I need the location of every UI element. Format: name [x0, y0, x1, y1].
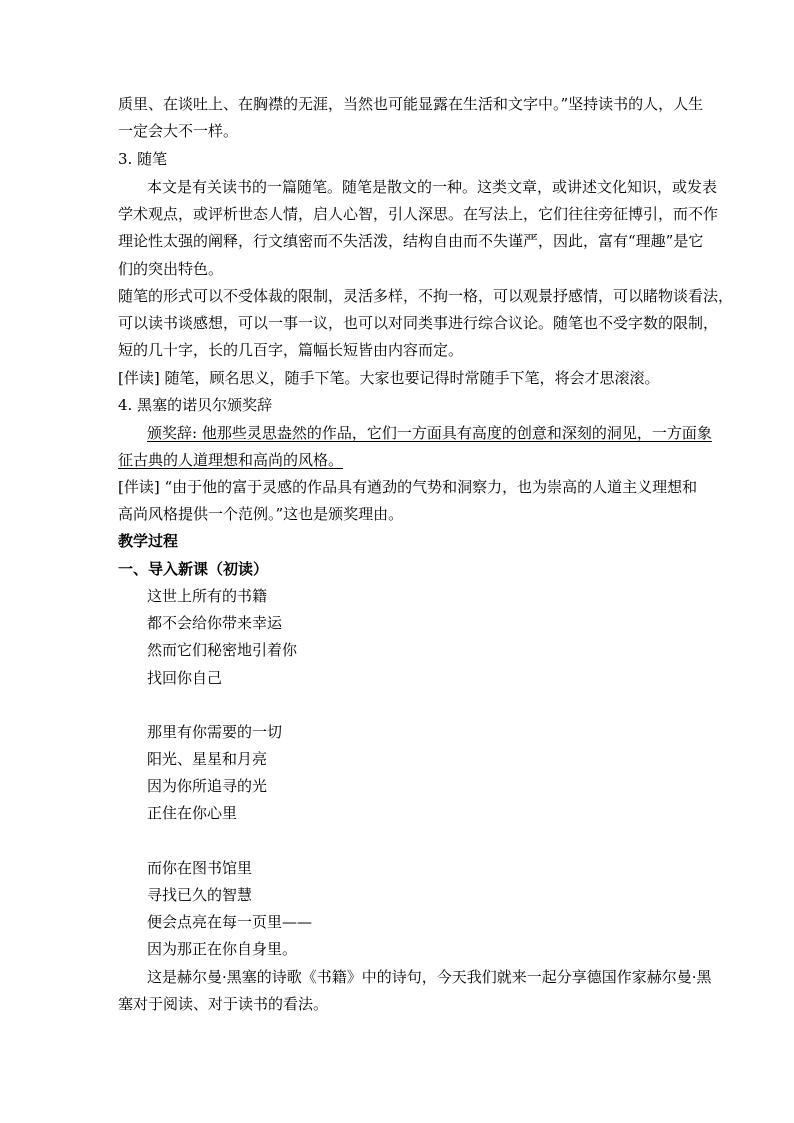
- poem-line: 正住在你心里: [147, 804, 238, 822]
- section-3-note: [伴读] 随笔，顾名思义，随手下笔。大家也要记得时常随手下笔，将会才思滚滚。: [118, 369, 660, 387]
- intro-line-2: 一定会大不一样。: [118, 122, 239, 140]
- closing-line: 塞对于阅读、对于读书的看法。: [118, 995, 329, 1013]
- section-3-para1-line: 本文是有关读书的一篇随笔。随笔是散文的一种。这类文章，或讲述文化知识，或发表: [147, 178, 718, 196]
- poem-line: 然而它们秘密地引着你: [147, 641, 298, 659]
- section-4-note-line: [伴读] “由于他的富于灵感的作品具有遒劲的气势和洞察力，也为崇高的人道主义理想和: [118, 478, 698, 496]
- poem-line: 因为你所追寻的光: [147, 777, 268, 795]
- teaching-subheading: 一、导入新课（初读）: [118, 560, 269, 578]
- poem-line: 便会点亮在每一页里——: [147, 913, 313, 931]
- section-4-heading: 4. 黑塞的诺贝尔颁奖辞: [118, 396, 273, 414]
- section-3-para2-line: 随笔的形式可以不受体裁的限制，灵活多样，不拘一格，可以观景抒感情，可以睹物谈看法，: [118, 287, 734, 305]
- teaching-heading: 教学过程: [118, 532, 179, 550]
- poem-line: 寻找已久的智慧: [147, 886, 253, 904]
- award-citation-line: 征古典的人道理想和高尚的风格。: [118, 451, 344, 469]
- section-3-heading: 3. 随笔: [118, 150, 168, 168]
- poem-line: 因为那正在你自身里。: [147, 940, 298, 958]
- poem-line: 阳光、星星和月亮: [147, 750, 268, 768]
- poem-line: 都不会给你带来幸运: [147, 614, 283, 632]
- poem-line: 这世上所有的书籍: [147, 587, 268, 605]
- poem-line: 而你在图书馆里: [147, 859, 253, 877]
- section-3-para1-line: 们的突出特色。: [118, 260, 224, 278]
- poem-line: 找回你自己: [147, 669, 223, 687]
- section-3-para2-line: 可以读书谈感想，可以一事一议，也可以对同类事进行综合议论。随笔也不受字数的限制，: [118, 314, 719, 332]
- section-3-para1-line: 学术观点，或评析世态人情，启人心智，引人深思。在写法上，它们往往旁征博引，而不作: [118, 205, 719, 223]
- closing-line: 这是赫尔曼·黑塞的诗歌《书籍》中的诗句，今天我们就来一起分享德国作家赫尔曼·黑: [147, 968, 712, 986]
- section-4-note-line: 高尚风格提供一个范例。”这也是颁奖理由。: [118, 505, 404, 523]
- section-3-para2-line: 短的几十字，长的几百字，篇幅长短皆由内容而定。: [118, 341, 464, 359]
- award-citation-line: 颁奖辞: 他那些灵思盎然的作品，它们一方面具有高度的创意和深刻的洞见，一方面象: [147, 424, 712, 442]
- section-3-para1-line: 理论性太强的阐释，行文缜密而不失活泼，结构自由而不失谨严，因此，富有“理趣”是它: [118, 232, 704, 250]
- intro-line-1: 质里、在谈吐上、在胸襟的无涯，当然也可能显露在生活和文字中。”坚持读书的人，人生: [118, 95, 704, 113]
- poem-line: 那里有你需要的一切: [147, 723, 283, 741]
